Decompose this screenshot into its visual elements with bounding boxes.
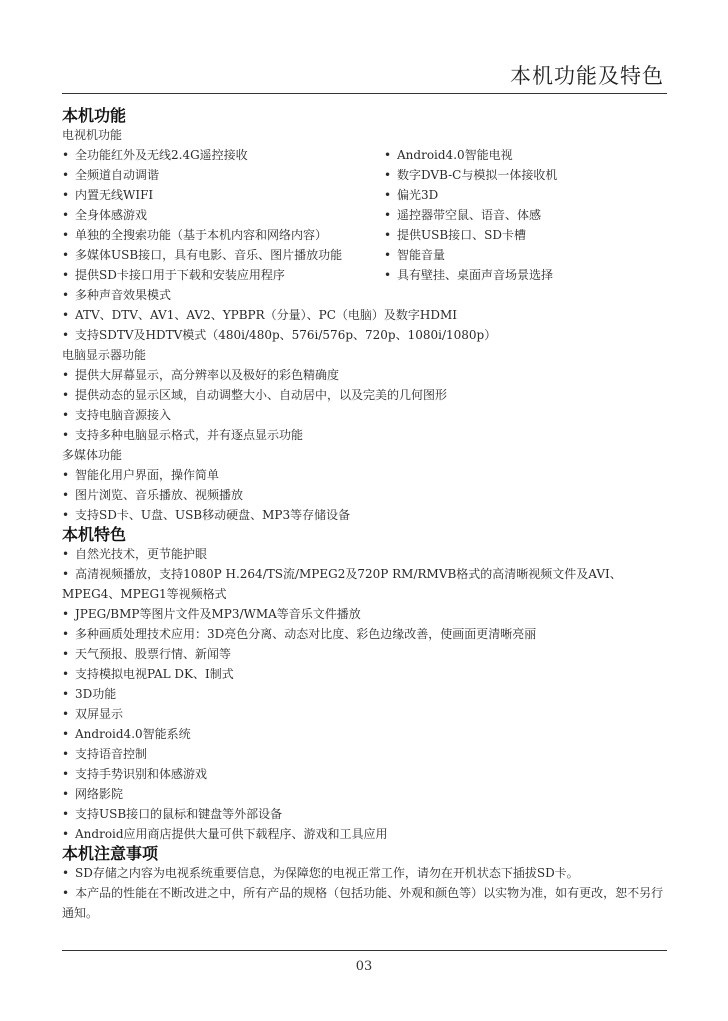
list-item: • 双屏显示	[62, 704, 667, 724]
list-item: • 全频道自动调谐	[62, 165, 384, 185]
list-item: • 3D功能	[62, 684, 667, 704]
list-item: • 支持电脑音源接入	[62, 405, 667, 425]
subsection-title-pc: 电脑显示器功能	[62, 348, 147, 362]
manual-content	[62, 106, 667, 923]
list-item: • 多种声音效果模式	[62, 285, 667, 305]
list-item: • Android4.0智能系统	[62, 724, 667, 744]
list-item: • 自然光技术，更节能护眼	[62, 544, 667, 564]
header-divider	[62, 93, 667, 94]
list-item: • 本产品的性能在不断改进之中，所有产品的规格（包括功能、外观和颜色等）以实物为准，如有更改，恕不另行通知。	[62, 883, 667, 923]
subsection-title-media: 多媒体功能	[62, 448, 123, 462]
tv-feature-list-left	[62, 145, 384, 285]
list-item: • 遥控器带空鼠、语音、体感	[384, 205, 667, 225]
list-item: • 具有壁挂、桌面声音场景选择	[384, 265, 667, 285]
list-item: • 网络影院	[62, 784, 667, 804]
list-item: • 多种画质处理技术应用：3D亮色分离、动态对比度、彩色边缘改善，使画面更清晰亮丽	[62, 624, 667, 644]
list-item: • 提供SD卡接口用于下载和安装应用程序	[62, 265, 384, 285]
list-item: • 天气预报、股票行情、新闻等	[62, 644, 667, 664]
list-item: • ATV、DTV、AV1、AV2、YPBPR（分量）、PC（电脑）及数字HDMI	[62, 305, 667, 325]
list-item: • 偏光3D	[384, 185, 667, 205]
list-item: • SD存储之内容为电视系统重要信息，为保障您的电视正常工作，请勿在开机状态下插拔SD卡。	[62, 863, 667, 883]
page-number: 03	[355, 959, 373, 974]
list-item: • 数字DVB-C与模拟一体接收机	[384, 165, 667, 185]
list-item: • 图片浏览、音乐播放、视频播放	[62, 485, 667, 505]
list-item: • 提供USB接口、SD卡槽	[384, 225, 667, 245]
list-item: • 全功能红外及无线2.4G遥控接收	[62, 145, 384, 165]
list-item: • 支持手势识别和体感游戏	[62, 764, 667, 784]
list-item: • 支持SDTV及HDTV模式（480i/480p、576i/576p、720p、1080i/1080p）	[62, 325, 667, 345]
list-item: • 支持模拟电视PAL DK、I制式	[62, 664, 667, 684]
list-item: • 提供动态的显示区域，自动调整大小、自动居中，以及完美的几何图形	[62, 385, 667, 405]
list-item: • 多媒体USB接口，具有电影、音乐、图片播放功能	[62, 245, 384, 265]
list-item: • 提供大屏幕显示，高分辨率以及极好的彩色精确度	[62, 365, 667, 385]
list-item: • 智能化用户界面，操作简单	[62, 465, 667, 485]
footer-divider	[62, 950, 667, 951]
list-item: • JPEG/BMP等图片文件及MP3/WMA等音乐文件播放	[62, 604, 667, 624]
subsection-title-tv: 电视机功能	[62, 128, 123, 142]
list-item: • 全身体感游戏	[62, 205, 384, 225]
list-item: • 高清视频播放，支持1080P H.264/TS流/MPEG2及720P RM/RMVB格式的高清晰视频文件及AVI、MPEG4、MPEG1等视频格式	[62, 564, 667, 604]
list-item: • Android应用商店提供大量可供下载程序、游戏和工具应用	[62, 824, 667, 844]
list-item: • 支持语音控制	[62, 744, 667, 764]
list-item: • 支持USB接口的鼠标和键盘等外部设备	[62, 804, 667, 824]
list-item: • 支持多种电脑显示格式，并有逐点显示功能	[62, 425, 667, 445]
tv-feature-columns	[62, 145, 667, 285]
list-item: • 智能音量	[384, 245, 667, 265]
page-header-title: 本机功能及特色	[510, 64, 664, 88]
section-title-notes: 本机注意事项	[62, 844, 159, 863]
list-item: • 支持SD卡、U盘、USB移动硬盘、MP3等存储设备	[62, 505, 667, 525]
list-item: • Android4.0智能电视	[384, 145, 667, 165]
list-item: • 单独的全搜索功能（基于本机内容和网络内容）	[62, 225, 384, 245]
section-title-functions: 本机功能	[62, 106, 127, 125]
section-title-features: 本机特色	[62, 525, 127, 544]
tv-feature-list-right	[384, 145, 667, 285]
list-item: • 内置无线WIFI	[62, 185, 384, 205]
